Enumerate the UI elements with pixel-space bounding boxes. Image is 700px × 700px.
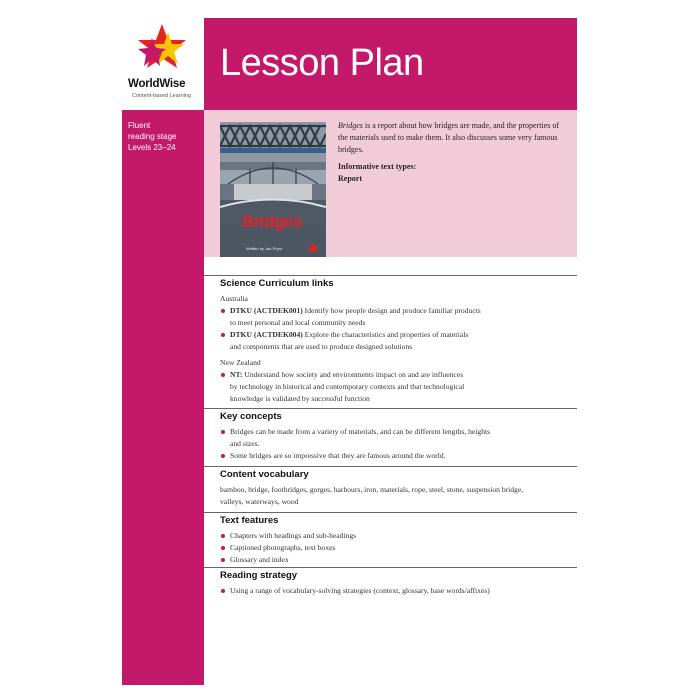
bullet-icon bbox=[221, 558, 225, 562]
book-cover bbox=[220, 122, 326, 257]
list-item bbox=[220, 426, 569, 450]
region-label: New Zealand bbox=[220, 358, 261, 367]
item-text: Bridges can be made from a variety of materials, and can be different lengths, heights bbox=[230, 427, 491, 436]
item-text: and sizes. bbox=[230, 439, 260, 448]
list-item bbox=[220, 450, 569, 462]
logo bbox=[122, 18, 204, 110]
section-heading: Content vocabulary bbox=[220, 469, 309, 480]
item-text: Glossary and index bbox=[230, 555, 289, 564]
description-text: is a report about how bridges are made, and the properties of the materials used to make them. It also discusses some very famous bridges. bbox=[338, 121, 560, 154]
item-text: Captioned photographs, text boxes bbox=[230, 543, 336, 552]
list-item bbox=[220, 369, 569, 405]
vocabulary-text: bamboo, bridge, footbridges, gorges, harbours, iron, materials, rope, steel, stone, suspension bridge, bbox=[220, 485, 524, 494]
item-text: Identify how people design and produce familiar products bbox=[302, 306, 481, 315]
bullet-icon bbox=[221, 333, 225, 337]
list-item bbox=[220, 554, 569, 566]
bridge-photo-icon bbox=[220, 122, 326, 257]
curriculum-code: NT: bbox=[230, 370, 243, 379]
section-heading: Text features bbox=[220, 515, 279, 526]
bullet-icon bbox=[221, 373, 225, 377]
cover-byline: Written by Jan Pryor bbox=[246, 246, 283, 251]
list-item bbox=[220, 530, 569, 542]
reading-strategy-section bbox=[204, 567, 577, 597]
book-title-italic: Bridges bbox=[338, 121, 363, 130]
curriculum-code: DTKU (ACTDEK004) bbox=[230, 330, 303, 339]
cover-logo-icon bbox=[306, 243, 320, 253]
item-text: to meet personal and local community needs bbox=[230, 318, 366, 327]
region-label: Australia bbox=[220, 294, 248, 303]
curriculum-code: DTKU (ACTDEK001) bbox=[230, 306, 303, 315]
item-text: Using a range of vocabulary-solving strategies (context, glossary, base words/affixes) bbox=[230, 586, 490, 595]
bullet-icon bbox=[221, 546, 225, 550]
item-text: Explore the characteristics and properties of materials bbox=[302, 330, 469, 339]
item-text: Chapters with headings and sub-headings bbox=[230, 531, 357, 540]
intro-text bbox=[338, 120, 568, 185]
science-links-section bbox=[204, 275, 577, 405]
section-heading: Key concepts bbox=[220, 411, 282, 422]
intro-band bbox=[204, 110, 577, 257]
bullet-icon bbox=[221, 430, 225, 434]
item-text: by technology in historical and contemporary contexts and that technological bbox=[230, 382, 465, 391]
vocabulary-text: valleys, waterways, wood bbox=[220, 497, 299, 506]
list-item bbox=[220, 305, 569, 329]
item-text: knowledge is validated by successful function bbox=[230, 394, 370, 403]
brand-tagline: Content-based Learning bbox=[132, 93, 192, 99]
stage-line: reading stage bbox=[128, 132, 177, 141]
vocabulary-section bbox=[204, 466, 577, 508]
page-title: Lesson Plan bbox=[220, 42, 424, 84]
sidebar-column bbox=[122, 110, 204, 685]
section-heading: Science Curriculum links bbox=[220, 278, 334, 289]
text-features-section bbox=[204, 512, 577, 566]
item-text: and components that are used to produce designed solutions bbox=[230, 342, 413, 351]
cover-title: Bridges bbox=[242, 212, 302, 231]
star-logo-icon bbox=[132, 22, 188, 78]
brand-name: WorldWise bbox=[128, 78, 186, 90]
bullet-icon bbox=[221, 454, 225, 458]
reading-stage bbox=[128, 120, 176, 153]
text-type-label: Informative text types: bbox=[338, 162, 417, 171]
key-concepts-section bbox=[204, 408, 577, 462]
bullet-icon bbox=[221, 309, 225, 313]
stage-line: Levels 23–24 bbox=[128, 143, 176, 152]
list-item bbox=[220, 329, 569, 353]
bullet-icon bbox=[221, 534, 225, 538]
list-item bbox=[220, 585, 569, 597]
item-text: Some bridges are so impressive that they are famous around the world. bbox=[230, 451, 446, 460]
section-heading: Reading strategy bbox=[220, 570, 298, 581]
list-item bbox=[220, 542, 569, 554]
item-text: Understand how society and environments impact on and are influences bbox=[242, 370, 464, 379]
stage-line: Fluent bbox=[128, 121, 151, 130]
intro-description bbox=[338, 120, 568, 156]
bullet-icon bbox=[221, 589, 225, 593]
text-type-value: Report bbox=[338, 174, 362, 183]
header-band bbox=[204, 18, 577, 110]
